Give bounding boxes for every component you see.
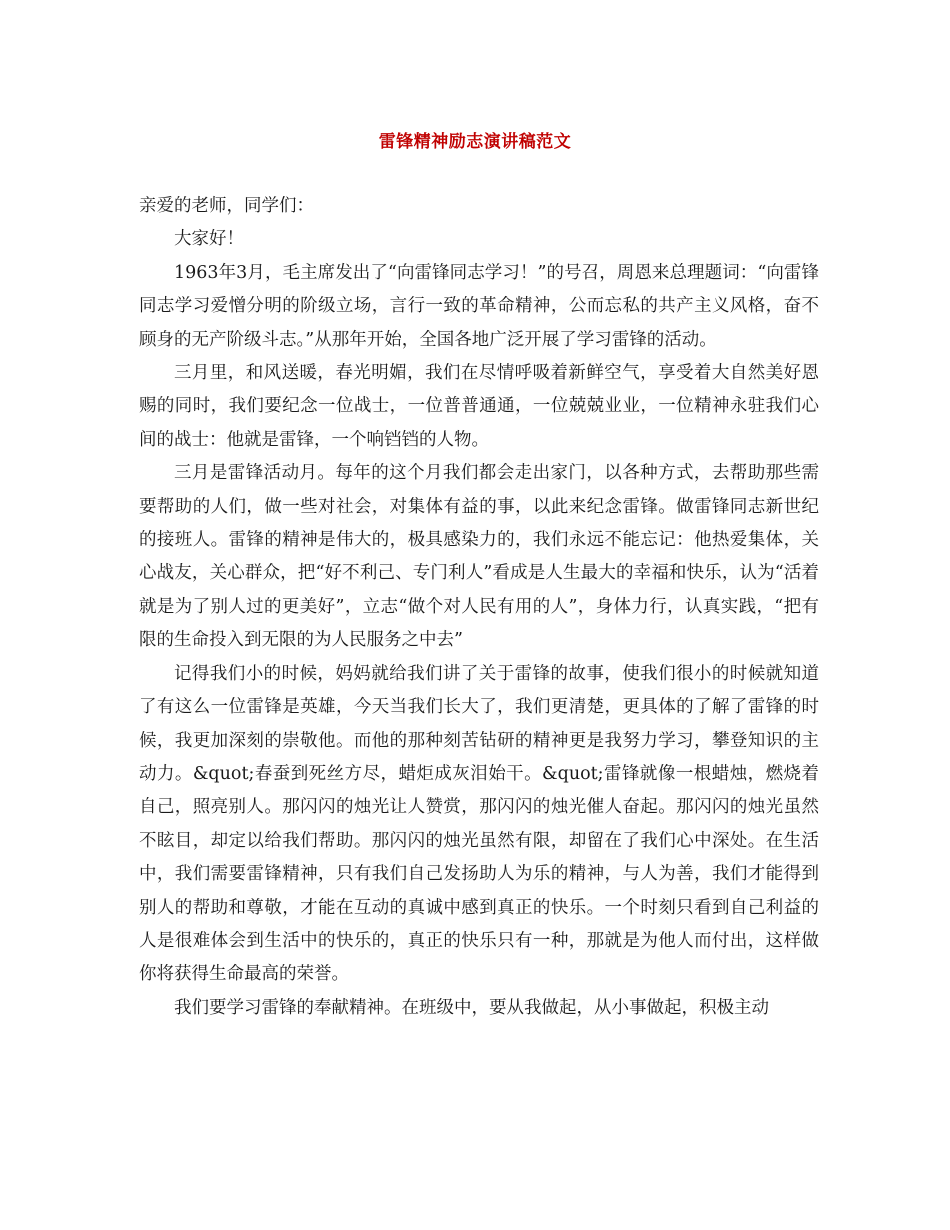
body-paragraph-dedication: 我们要学习雷锋的奉献精神。在班级中，要从我做起，从小事做起，积极主动 [174,997,769,1018]
greeting-paragraph: 大家好！ [174,229,244,250]
body-paragraph-1963: 1963年3月，毛主席发出了“向雷锋同志学习！”的号召，周恩来总理题词：“向雷锋同志学习爱憎分明的阶级立场，言行一致的革命精神，公而忘私的共产主义风格，奋不顾身的无产阶级斗志。”从那年开始，全国各地广泛开展了学习雷锋的活动。 [139,262,819,350]
document-title: 雷锋精神励志演讲稿范文 [378,132,572,152]
salutation-paragraph: 亲爱的老师，同学们： [139,196,314,216]
document-body [139,190,819,1025]
body-paragraph-childhood-story: 记得我们小的时候，妈妈就给我们讲了关于雷锋的故事，使我们很小的时候就知道了有这么一位雷锋是英雄，今天当我们长大了，我们更清楚，更具体的了解了雷锋的时候，我更加深刻的崇敬他。而他的那种刻苦钻研的精神更是我努力学习，攀登知识的主动力。&quot;春蚕到死丝方尽，蜡炬成灰泪始干。&quot;雷锋就像一根蜡烛，燃烧着自己，照亮别人。那闪闪的烛光让人赞赏，那闪闪的烛光催人奋起。那闪闪的烛光虽然不眩目，却定以给我们帮助。那闪闪的烛光虽然有限，却留在了我们心中深处。在生活中，我们需要雷锋精神，只有我们自己发扬助人为乐的精神，与人为善，我们才能得到别人的帮助和尊敬，才能在互动的真诚中感到真正的快乐。一个时刻只看到自己利益的人是很难体会到生活中的快乐的，真正的快乐只有一种，那就是为他人而付出，这样做你将获得生命最高的荣誉。 [139,663,819,985]
body-paragraph-march-spring: 三月里，和风送暖，春光明媚，我们在尽情呼吸着新鲜空气，享受着大自然美好恩赐的同时，我们要纪念一位战士，一位普普通通，一位兢兢业业，一位精神永驻我们心间的战士：他就是雷锋，一个响铛铛的人物。 [139,363,819,450]
body-paragraph-activity-month: 三月是雷锋活动月。每年的这个月我们都会走出家门，以各种方式，去帮助那些需要帮助的人们，做一些对社会，对集体有益的事，以此来纪念雷锋。做雷锋同志新世纪的接班人。雷锋的精神是伟大的，极具感染力的，我们永远不能忘记：他热爱集体，关心战友，关心群众，把“好不利己、专门利人”看成是人生最大的幸福和快乐，认为“活着就是为了别人过的更美好”，立志“做个对人民有用的人”，身体力行，认真实践，“把有限的生命投入到无限的为人民服务之中去” [139,463,819,651]
